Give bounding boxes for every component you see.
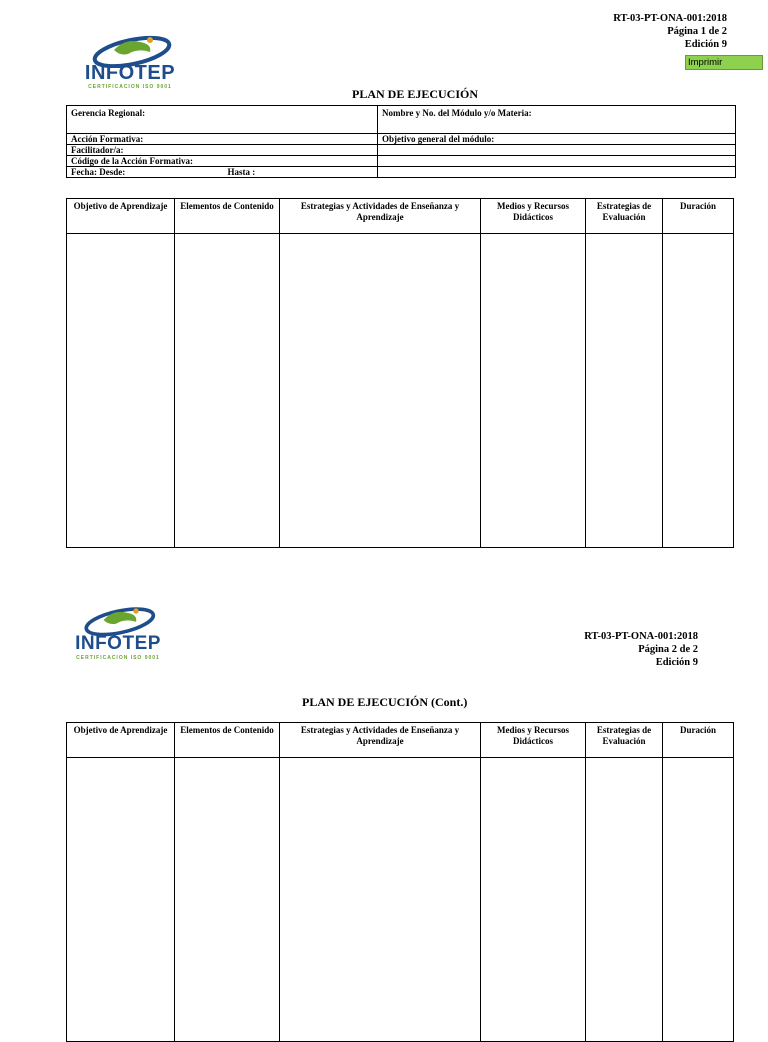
page-title: PLAN DE EJECUCIÓN [352,87,479,101]
plan-table-page2 [66,722,734,1042]
column-header-objetivo: Objetivo de Aprendizaje [67,723,175,758]
logo-swoosh-icon [73,603,163,637]
nombre-modulo-field[interactable]: Nombre y No. del Módulo y/o Materia: [378,106,736,134]
logo-wordmark: INFOTEP [75,633,161,654]
objetivo-general-field[interactable]: Objetivo general del módulo: [378,134,736,145]
info-blank-cell[interactable] [378,156,736,167]
fecha-desde-label: Fecha: Desde: [71,167,126,177]
table-row [67,234,734,548]
column-header-evaluacion: Estrategias de Evaluación [586,199,663,234]
edition: Edición 9 [655,657,698,668]
table-cell[interactable] [663,234,734,548]
table-cell[interactable] [586,234,663,548]
logo-certification-text: CERTIFICACION ISO 9001 [88,84,172,90]
table-cell[interactable] [481,234,586,548]
table-cell[interactable] [280,758,481,1042]
edition: Edición 9 [684,39,727,50]
logo-wordmark: INFOTEP [84,62,176,84]
plan-table-page1 [66,198,734,548]
table-cell[interactable] [663,758,734,1042]
table-cell[interactable] [175,234,280,548]
document-code: RT-03-PT-ONA-001:2018 [584,631,698,642]
gerencia-regional-field[interactable]: Gerencia Regional: [67,106,378,134]
column-header-estrategias-actividades: Estrategias y Actividades de Enseñanza y Aprendizaje [280,199,481,234]
fecha-field[interactable] [67,167,378,178]
table-cell[interactable] [280,234,481,548]
column-header-medios: Medios y Recursos Didácticos [481,199,586,234]
table-cell[interactable] [175,758,280,1042]
page-number: Página 2 de 2 [638,644,698,655]
info-blank-cell[interactable] [378,145,736,156]
document-code-block [584,630,698,669]
print-button[interactable]: Imprimir [685,55,763,70]
infotep-logo [73,603,163,663]
table-cell[interactable] [67,758,175,1042]
document-code-block [613,12,727,51]
info-table [66,105,736,178]
page-number: Página 1 de 2 [667,26,727,37]
column-header-objetivo: Objetivo de Aprendizaje [67,199,175,234]
column-header-elementos: Elementos de Contenido [175,723,280,758]
column-header-medios: Medios y Recursos Didácticos [481,723,586,758]
table-cell[interactable] [586,758,663,1042]
table-cell[interactable] [481,758,586,1042]
fecha-hasta-label: Hasta : [227,167,256,177]
column-header-evaluacion: Estrategias de Evaluación [586,723,663,758]
accion-formativa-field[interactable]: Acción Formativa: [67,134,378,145]
codigo-accion-field[interactable]: Código de la Acción Formativa: [67,156,378,167]
table-row [67,758,734,1042]
infotep-logo [80,32,180,92]
page-title: PLAN DE EJECUCIÓN (Cont.) [302,695,468,709]
document-code: RT-03-PT-ONA-001:2018 [613,13,727,24]
column-header-elementos: Elementos de Contenido [175,199,280,234]
facilitador-field[interactable]: Facilitador/a: [67,145,378,156]
table-cell[interactable] [67,234,175,548]
column-header-duracion: Duración [663,199,734,234]
column-header-estrategias-actividades: Estrategias y Actividades de Enseñanza y Aprendizaje [280,723,481,758]
info-blank-cell[interactable] [378,167,736,178]
logo-certification-text: CERTIFICACION ISO 9001 [76,655,160,661]
column-header-duracion: Duración [663,723,734,758]
